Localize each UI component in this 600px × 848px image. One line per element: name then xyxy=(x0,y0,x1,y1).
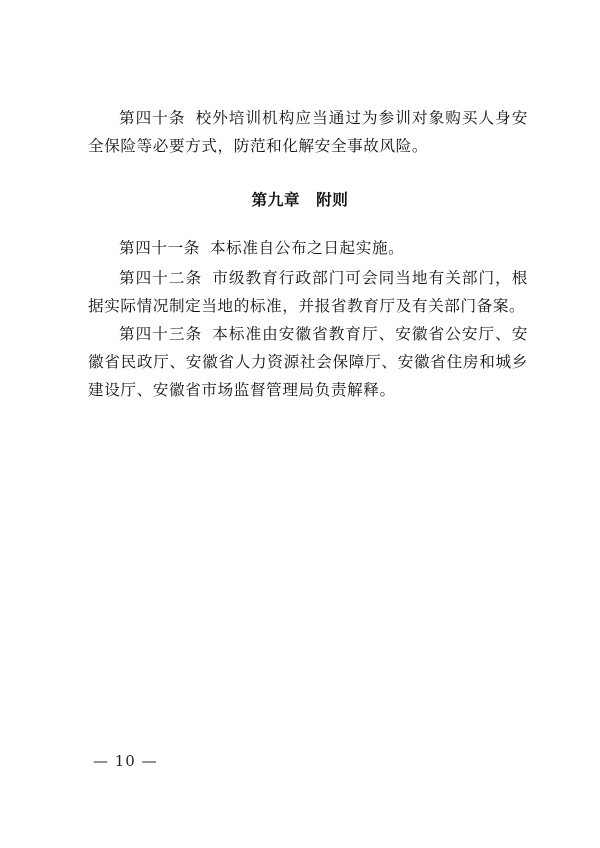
page-number: — 10 — xyxy=(93,752,158,770)
chapter-number: 第九章 xyxy=(251,191,301,209)
article-41 xyxy=(88,234,528,262)
article-label: 第四十条 xyxy=(119,109,186,127)
article-text: 本标准自公布之日起实施。 xyxy=(209,239,405,257)
article-text: 校外培训机构应当通过为参训对象购买人身安全保险等必要方式，防范和化解安全事故风险。 xyxy=(88,109,528,155)
chapter-heading xyxy=(0,188,600,210)
article-label: 第四十三条 xyxy=(119,325,203,343)
article-40 xyxy=(88,104,528,160)
article-label: 第四十一条 xyxy=(119,239,200,257)
article-42 xyxy=(88,264,528,320)
article-43 xyxy=(88,320,528,404)
article-text: 市级教育行政部门可会同当地有关部门，根据实际情况制定当地的标准，并报省教育厅及有关部门备案。 xyxy=(88,269,528,315)
chapter-title: 附则 xyxy=(316,191,349,209)
article-text: 本标准由安徽省教育厅、安徽省公安厅、安徽省民政厅、安徽省人力资源社会保障厅、安徽省住房和城乡建设厅、安徽省市场监督管理局负责解释。 xyxy=(88,325,528,399)
article-label: 第四十二条 xyxy=(119,269,203,287)
